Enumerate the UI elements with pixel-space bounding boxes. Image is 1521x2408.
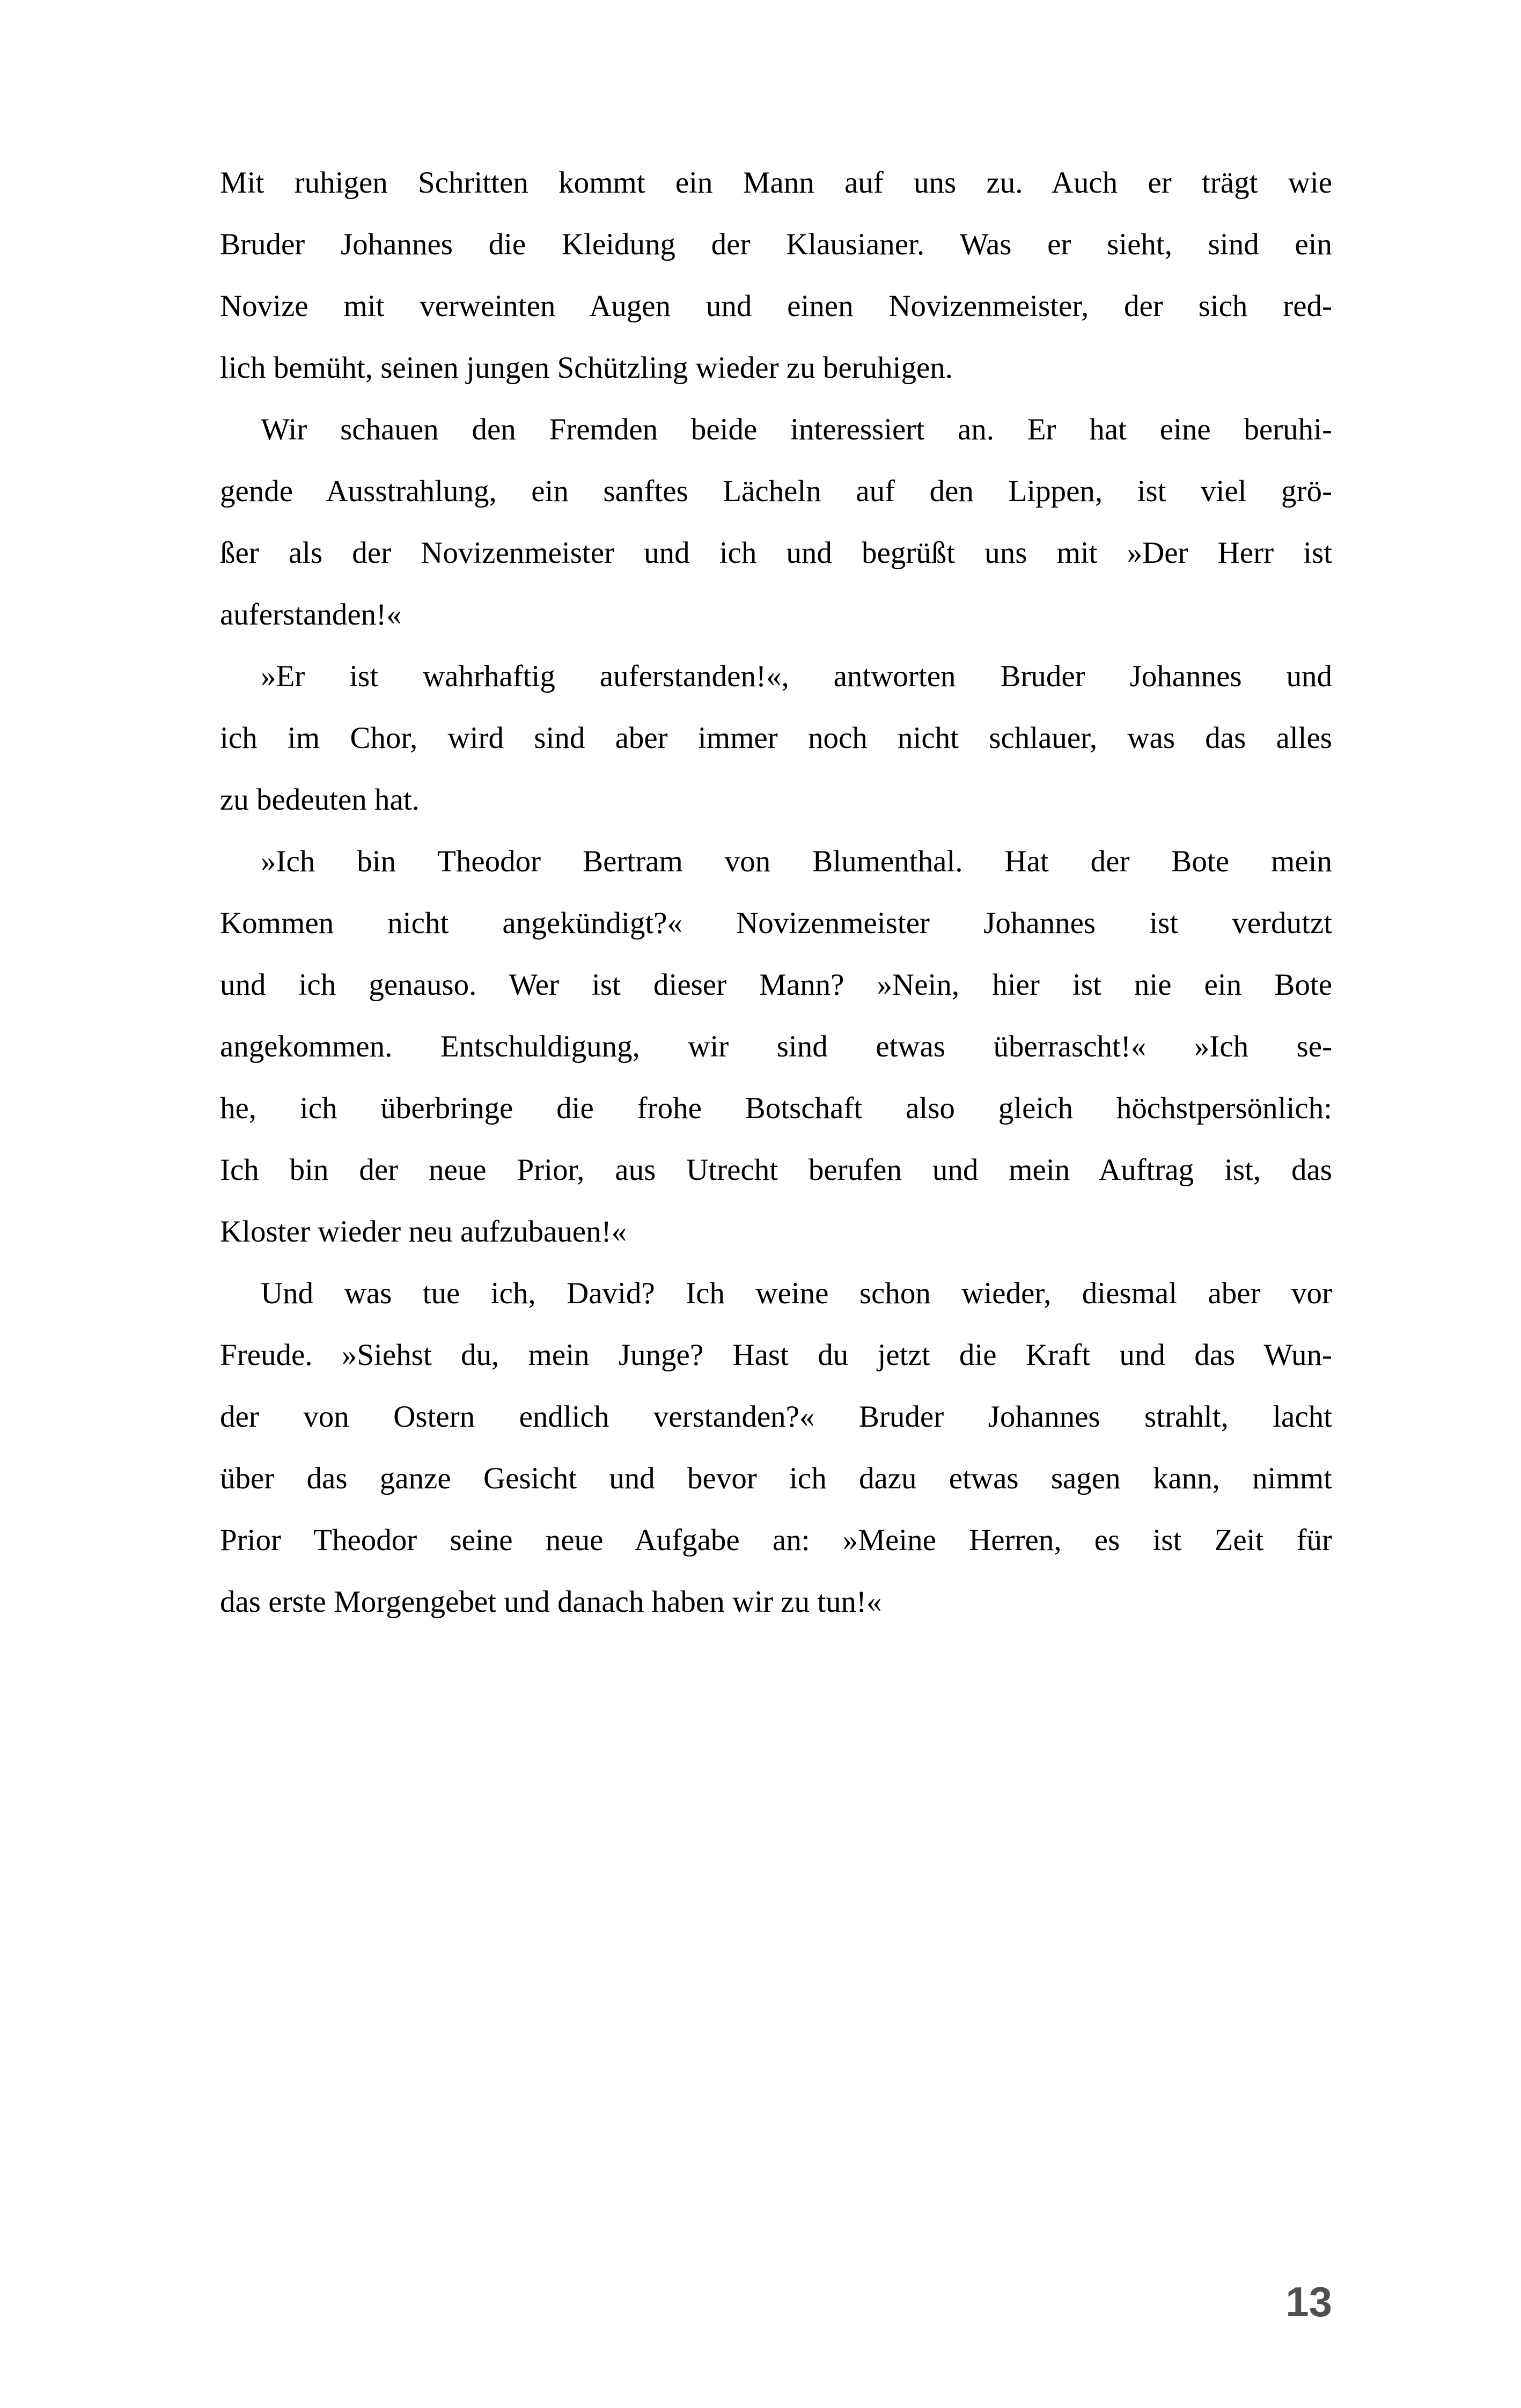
page-number: 13 xyxy=(1285,2278,1332,2325)
paragraph xyxy=(220,1262,1332,1633)
text-line: ßer als der Novizenmeister und ich und begrüßt uns mit »Der Herr ist xyxy=(220,536,1332,570)
text-line: auferstanden!« xyxy=(220,598,402,632)
text-line: Prior Theodor seine neue Aufgabe an: »Meine Herren, es ist Zeit für xyxy=(220,1523,1332,1557)
paragraph xyxy=(220,152,1332,399)
text-line: gende Ausstrahlung, ein sanftes Lächeln auf den Lippen, ist viel grö- xyxy=(220,474,1332,508)
text-line: Und was tue ich, David? Ich weine schon wieder, diesmal aber vor xyxy=(261,1276,1332,1310)
text-line: lich bemüht, seinen jungen Schützling wieder zu beruhigen. xyxy=(220,351,953,385)
body-text xyxy=(220,152,1332,1633)
text-line: »Er ist wahrhaftig auferstanden!«, antworten Bruder Johannes und xyxy=(261,659,1332,693)
text-line: und ich genauso. Wer ist dieser Mann? »Nein, hier ist nie ein Bote xyxy=(220,968,1332,1002)
text-line: über das ganze Gesicht und bevor ich dazu etwas sagen kann, nimmt xyxy=(220,1462,1332,1495)
text-line: Bruder Johannes die Kleidung der Klausianer. Was er sieht, sind ein xyxy=(220,227,1332,261)
text-line: Freude. »Siehst du, mein Junge? Hast du jetzt die Kraft und das Wun- xyxy=(220,1338,1332,1372)
text-line: das erste Morgengebet und danach haben wir zu tun!« xyxy=(220,1585,882,1619)
paragraph xyxy=(220,399,1332,645)
text-line: Novize mit verweinten Augen und einen Novizenmeister, der sich red- xyxy=(220,289,1332,323)
text-line: angekommen. Entschuldigung, wir sind etwas überrascht!« »Ich se- xyxy=(220,1030,1332,1063)
text-line: zu bedeuten hat. xyxy=(220,783,420,817)
text-line: he, ich überbringe die frohe Botschaft also gleich höchstpersönlich: xyxy=(220,1091,1332,1125)
text-line: Wir schauen den Fremden beide interessiert an. Er hat eine beruhi- xyxy=(261,413,1332,446)
text-line: ich im Chor, wird sind aber immer noch nicht schlauer, was das alles xyxy=(220,721,1332,755)
text-line: Kommen nicht angekündigt?« Novizenmeister Johannes ist verdutzt xyxy=(220,906,1332,940)
paragraph xyxy=(220,645,1332,831)
paragraph xyxy=(220,831,1332,1262)
text-line: »Ich bin Theodor Bertram von Blumenthal. Hat der Bote mein xyxy=(261,845,1332,878)
text-line: der von Ostern endlich verstanden?« Bruder Johannes strahlt, lacht xyxy=(220,1400,1332,1434)
text-line: Mit ruhigen Schritten kommt ein Mann auf uns zu. Auch er trägt wie xyxy=(220,166,1332,200)
text-line: Ich bin der neue Prior, aus Utrecht berufen und mein Auftrag ist, das xyxy=(220,1153,1332,1187)
text-line: Kloster wieder neu aufzubauen!« xyxy=(220,1215,627,1249)
